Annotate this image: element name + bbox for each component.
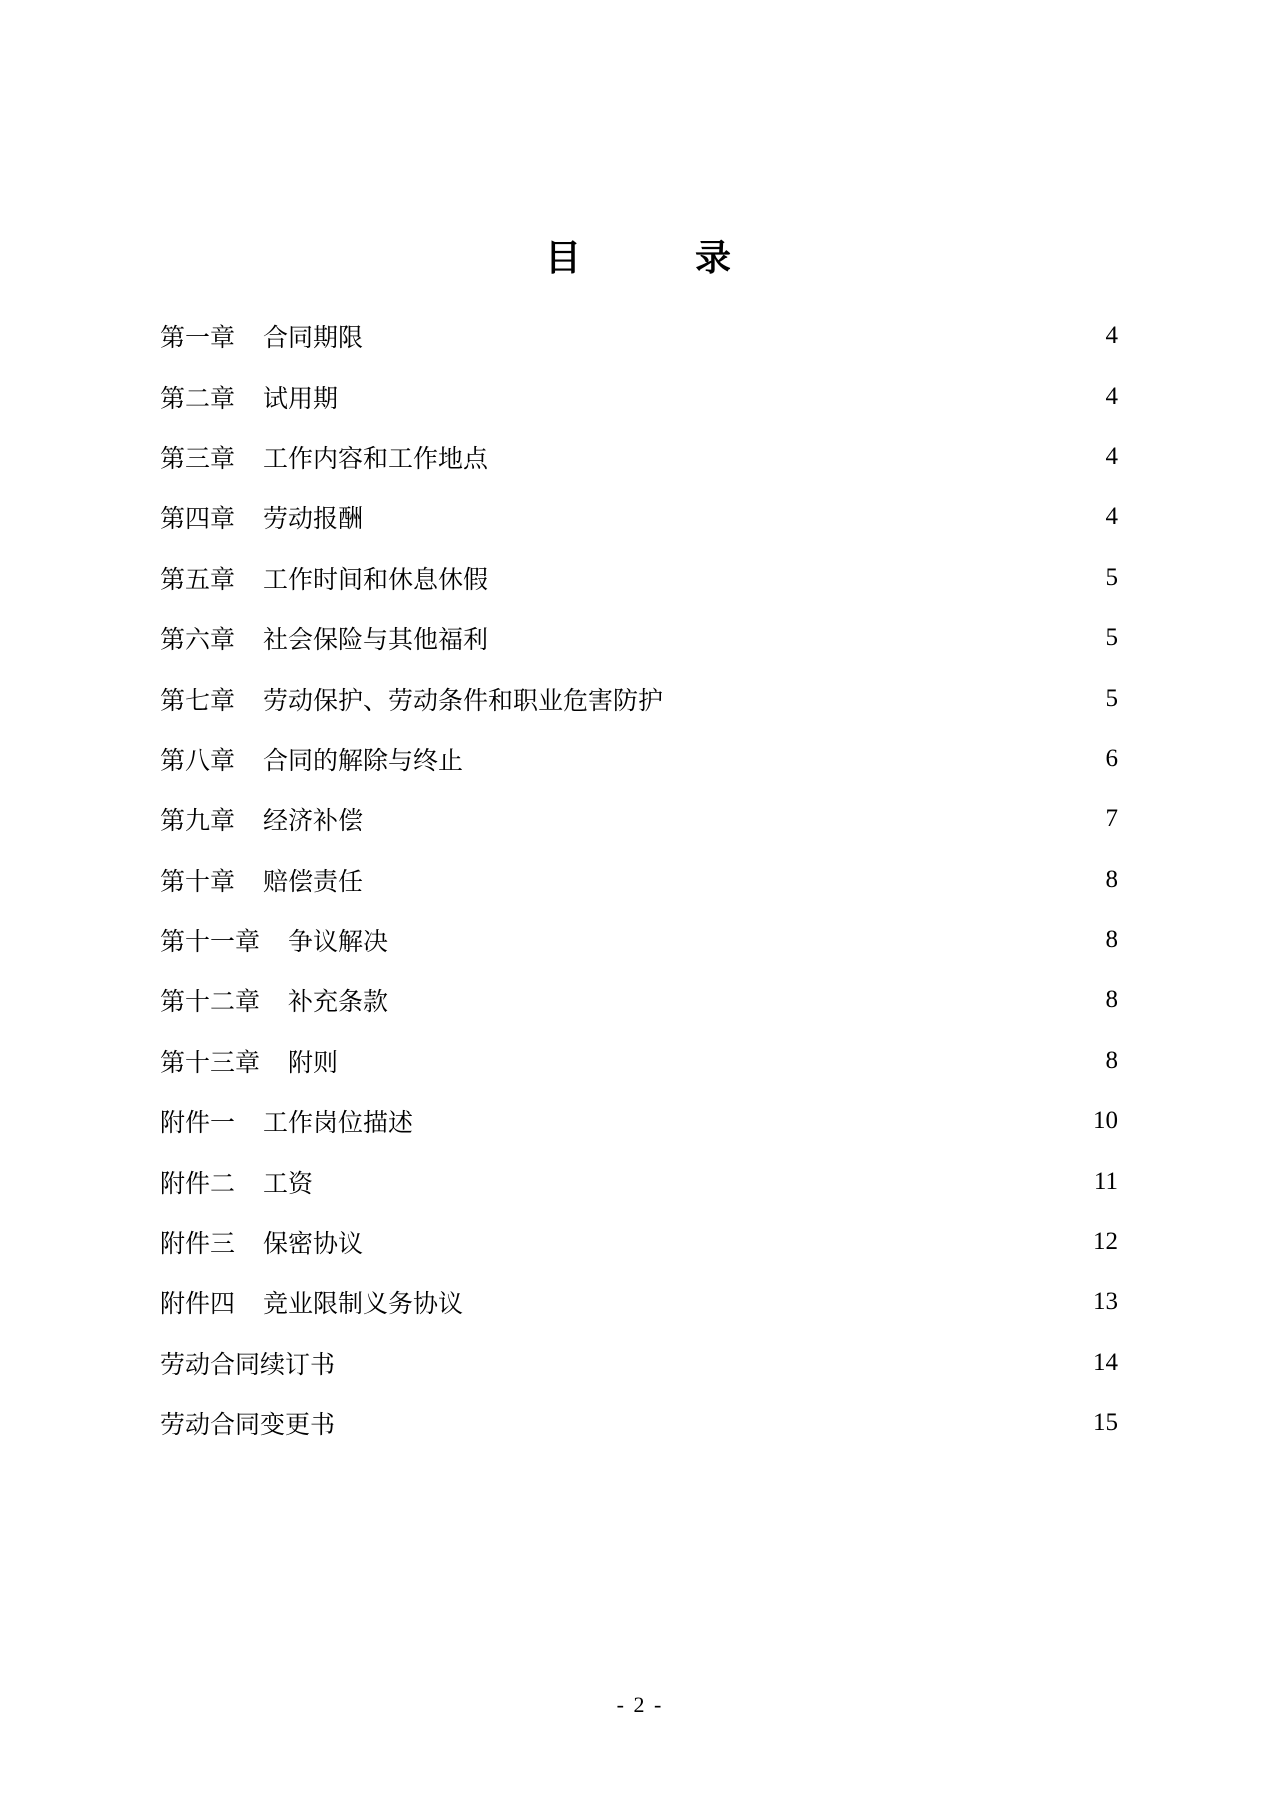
- toc-row: [160, 1212, 1118, 1272]
- toc-entry-label: [160, 1164, 313, 1200]
- toc-entry-label: [160, 560, 488, 596]
- toc-chapter-name: 劳动保护、劳动条件和职业危害防护: [263, 685, 664, 715]
- toc-chapter-name: 社会保险与其他福利: [263, 625, 489, 655]
- toc-row: [160, 608, 1118, 668]
- table-of-contents: [160, 306, 1118, 1453]
- toc-chapter-name: 劳动报酬: [263, 504, 364, 534]
- toc-page-number: 5: [1105, 624, 1118, 652]
- toc-chapter: 第十一章: [160, 927, 261, 957]
- toc-chapter-name: 经济补偿: [263, 806, 364, 836]
- toc-entry-label: [160, 1284, 463, 1320]
- toc-row: [160, 487, 1118, 547]
- toc-page-number: 5: [1105, 684, 1118, 712]
- toc-row: [160, 1031, 1118, 1091]
- toc-chapter: 第八章: [160, 745, 236, 775]
- toc-chapter-name: 工作内容和工作地点: [263, 443, 489, 473]
- toc-row: [160, 850, 1118, 910]
- toc-page-number: 13: [1093, 1288, 1118, 1316]
- toc-chapter: 第六章: [160, 625, 236, 655]
- toc-chapter: 劳动合同变更书: [160, 1410, 336, 1440]
- toc-page-number: 4: [1105, 503, 1118, 531]
- toc-chapter: 第七章: [160, 685, 236, 715]
- toc-entry-label: [160, 499, 363, 535]
- toc-chapter-name: 竞业限制义务协议: [263, 1289, 464, 1319]
- toc-chapter: 附件一: [160, 1108, 236, 1138]
- toc-row: [160, 548, 1118, 608]
- toc-page-number: 4: [1105, 382, 1118, 410]
- toc-entry-label: [160, 681, 663, 717]
- toc-chapter: 第五章: [160, 564, 236, 594]
- toc-chapter: 附件三: [160, 1229, 236, 1259]
- page-title: [0, 230, 1280, 281]
- toc-chapter-name: 合同的解除与终止: [263, 745, 464, 775]
- toc-entry-label: [160, 379, 338, 415]
- toc-entry-label: [160, 318, 363, 354]
- toc-chapter: 附件二: [160, 1168, 236, 1198]
- toc-row: [160, 789, 1118, 849]
- toc-page-number: 8: [1105, 1046, 1118, 1074]
- toc-entry-label: [160, 801, 363, 837]
- toc-row: [160, 729, 1118, 789]
- toc-entry-label: [160, 1043, 338, 1079]
- toc-page-number: 4: [1105, 442, 1118, 470]
- toc-page-number: 8: [1105, 865, 1118, 893]
- page-footer-number: - 2 -: [616, 1692, 664, 1717]
- toc-chapter: 附件四: [160, 1289, 236, 1319]
- toc-row: [160, 1151, 1118, 1211]
- toc-chapter-name: 试用期: [263, 383, 339, 413]
- toc-page-number: 5: [1105, 563, 1118, 591]
- toc-entry-label: [160, 1405, 335, 1441]
- toc-page-number: 12: [1093, 1228, 1118, 1256]
- toc-chapter: 第十章: [160, 866, 236, 896]
- toc-row: [160, 910, 1118, 970]
- toc-entry-label: [160, 862, 363, 898]
- toc-row: [160, 668, 1118, 728]
- toc-chapter-name: 工资: [263, 1168, 314, 1198]
- toc-chapter: 第十二章: [160, 987, 261, 1017]
- toc-entry-label: [160, 620, 488, 656]
- toc-entry-label: [160, 922, 388, 958]
- toc-chapter: 第一章: [160, 323, 236, 353]
- toc-row: [160, 1333, 1118, 1393]
- toc-chapter-name: 保密协议: [263, 1229, 364, 1259]
- toc-page-number: 4: [1105, 322, 1118, 350]
- toc-chapter: 第九章: [160, 806, 236, 836]
- toc-row: [160, 1091, 1118, 1151]
- toc-page-number: 6: [1105, 744, 1118, 772]
- toc-chapter-name: 赔偿责任: [263, 866, 364, 896]
- toc-entry-label: [160, 1345, 335, 1381]
- toc-page-number: 8: [1105, 986, 1118, 1014]
- toc-page-number: 7: [1105, 805, 1118, 833]
- toc-page-number: 15: [1093, 1409, 1118, 1437]
- toc-chapter-name: 争议解决: [288, 927, 389, 957]
- toc-row: [160, 1272, 1118, 1332]
- toc-row: [160, 306, 1118, 366]
- toc-entry-label: [160, 1224, 363, 1260]
- title-char-2: 录: [695, 237, 736, 279]
- toc-chapter-name: 工作时间和休息休假: [263, 564, 489, 594]
- toc-page-number: 10: [1093, 1107, 1118, 1135]
- toc-row: [160, 427, 1118, 487]
- toc-chapter-name: 合同期限: [263, 323, 364, 353]
- toc-chapter: 劳动合同续订书: [160, 1349, 336, 1379]
- toc-page-number: 14: [1093, 1348, 1118, 1376]
- toc-page-number: 11: [1093, 1167, 1118, 1195]
- toc-entry-label: [160, 982, 388, 1018]
- toc-chapter-name: 附则: [288, 1047, 339, 1077]
- toc-entry-label: [160, 1103, 413, 1139]
- toc-chapter: 第四章: [160, 504, 236, 534]
- title-char-1: 目: [544, 237, 585, 279]
- toc-entry-label: [160, 741, 463, 777]
- toc-chapter: 第十三章: [160, 1047, 261, 1077]
- toc-row: [160, 970, 1118, 1030]
- toc-page-number: 8: [1105, 926, 1118, 954]
- toc-row: [160, 1393, 1118, 1453]
- toc-chapter: 第三章: [160, 443, 236, 473]
- toc-chapter-name: 补充条款: [288, 987, 389, 1017]
- toc-entry-label: [160, 439, 488, 475]
- toc-row: [160, 366, 1118, 426]
- toc-chapter-name: 工作岗位描述: [263, 1108, 414, 1138]
- toc-chapter: 第二章: [160, 383, 236, 413]
